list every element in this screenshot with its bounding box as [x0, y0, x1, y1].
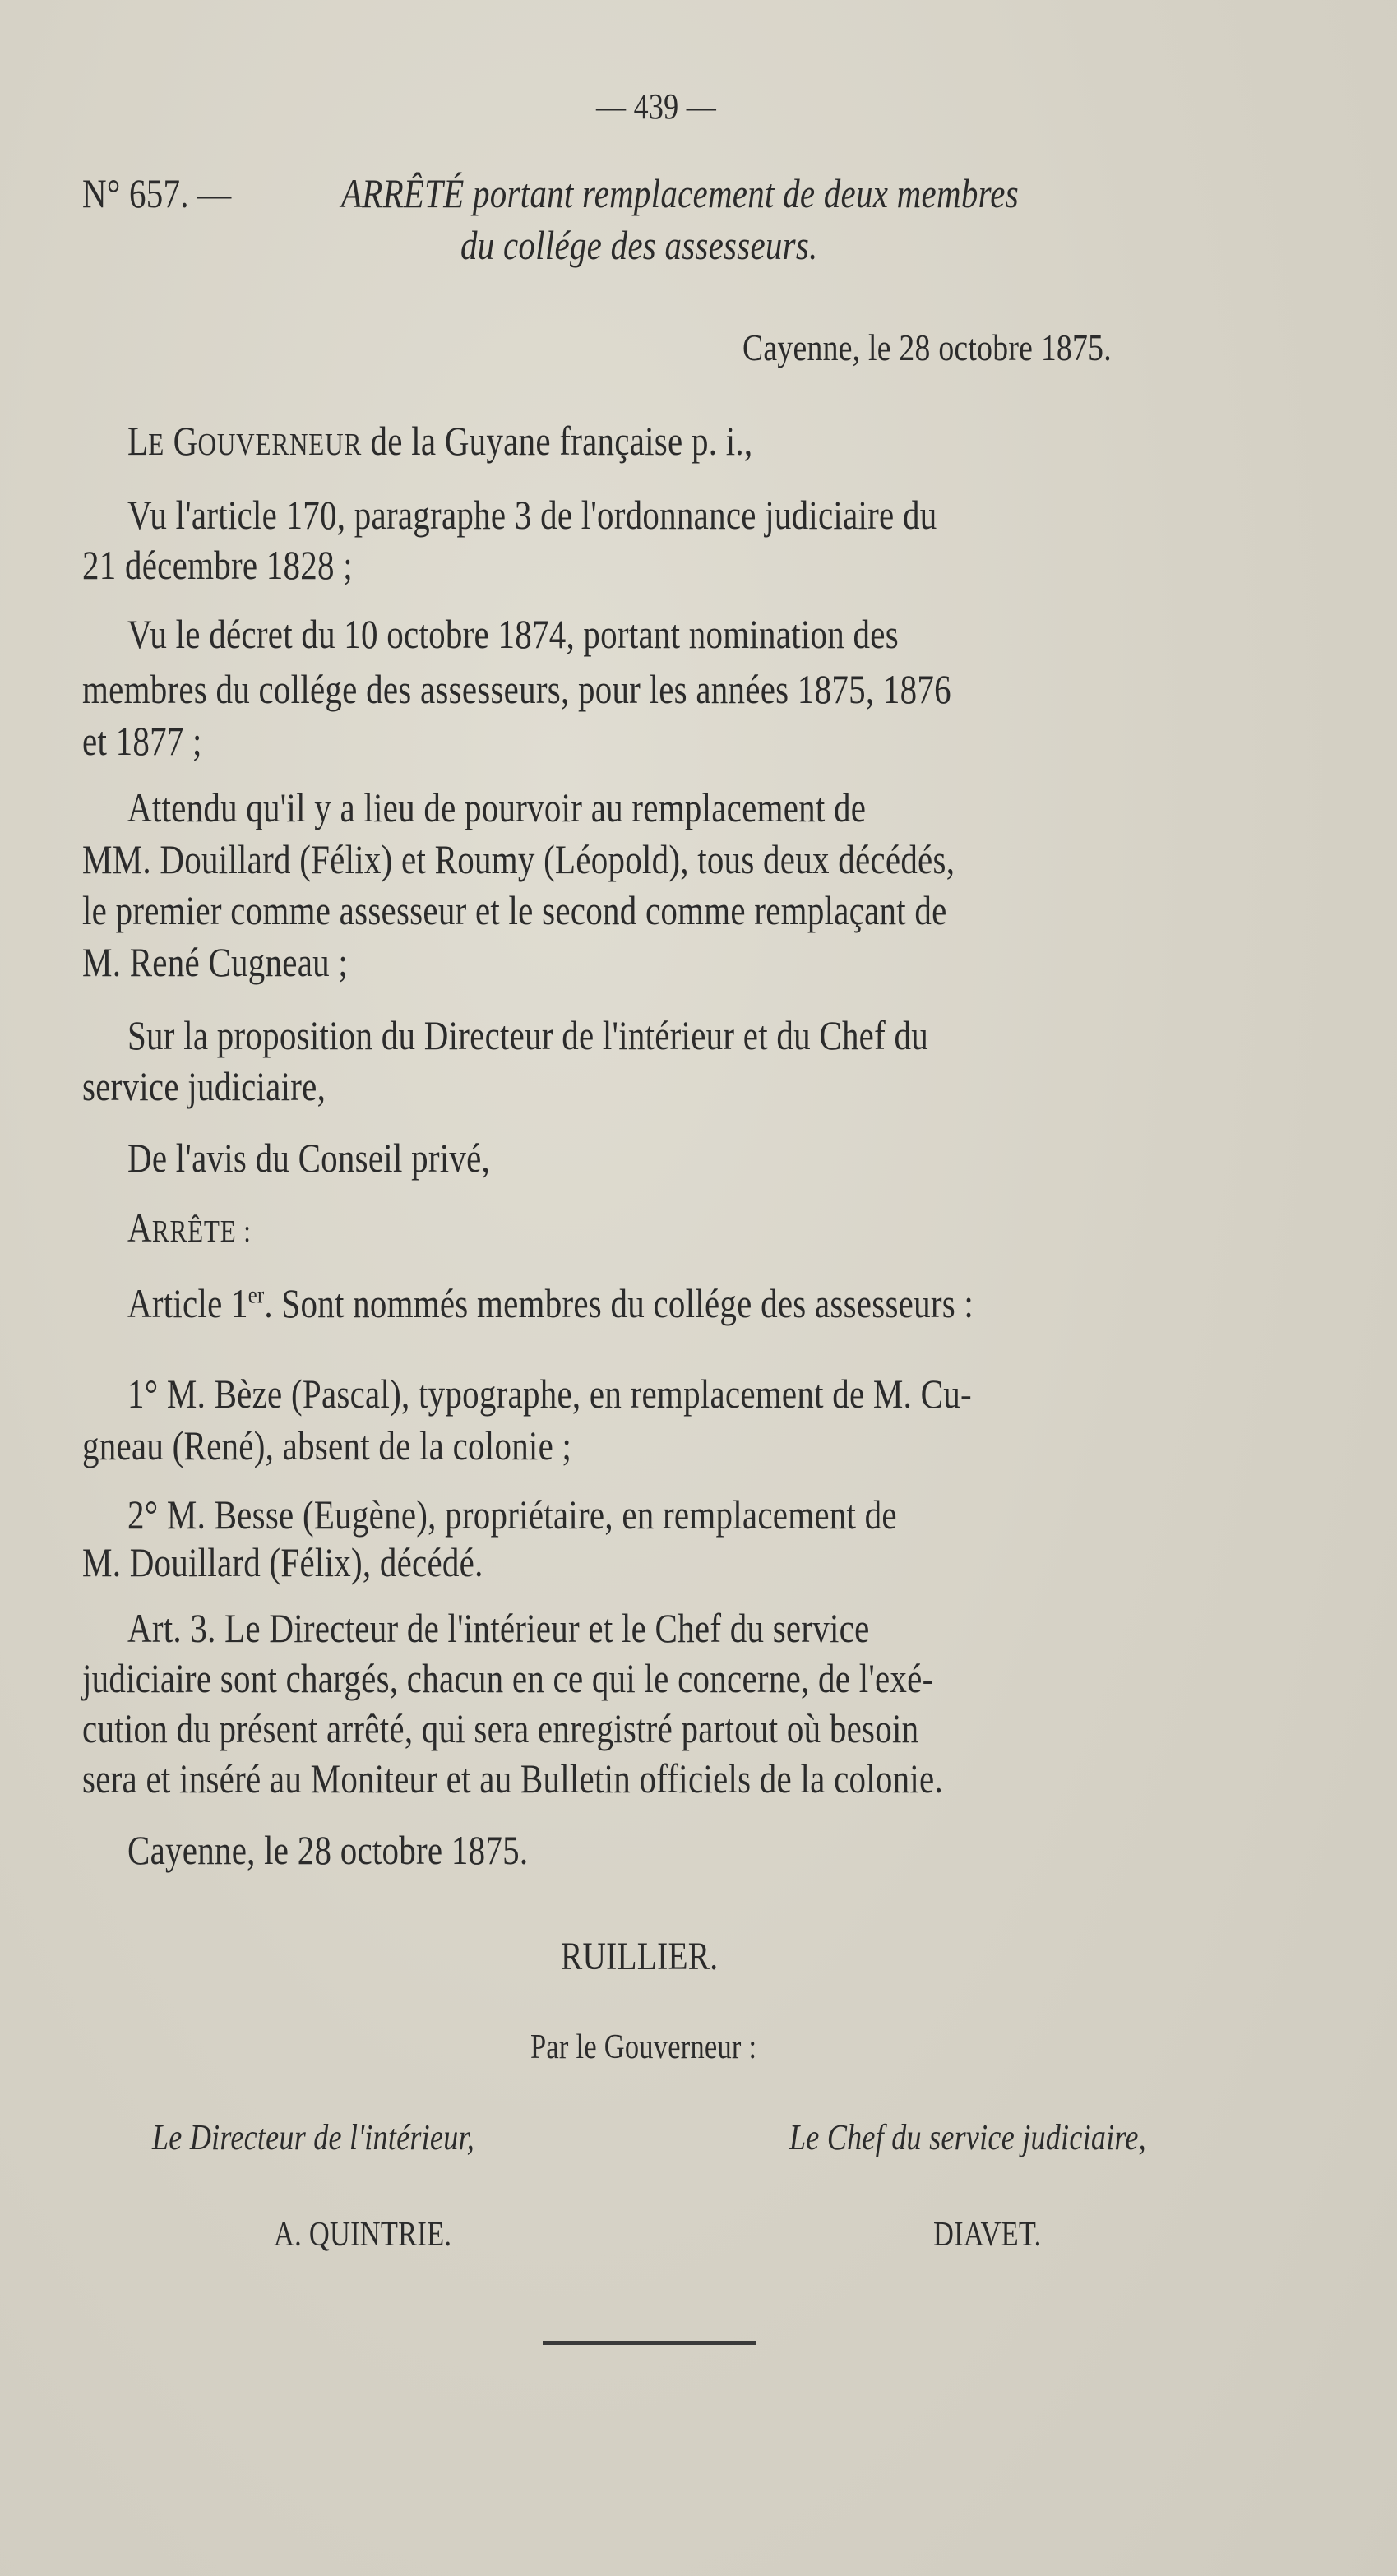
vu-article-line-2: 21 décembre 1828 ; — [82, 542, 353, 588]
vu-article-line-1: Vu l'article 170, paragraphe 3 de l'ordonnance judiciaire du — [127, 492, 937, 538]
proposition-line-1: Sur la proposition du Directeur de l'intérieur et du Chef du — [127, 1012, 929, 1058]
article-3-line-4: sera et inséré au Moniteur et au Bulletin officiels de la colonie. — [82, 1755, 943, 1801]
par-le-gouverneur: Par le Gouverneur : — [530, 2028, 757, 2066]
point-2-line-1: 2° M. Besse (Eugène), propriétaire, en remplacement de — [127, 1491, 897, 1538]
small-caps-G: G — [173, 418, 198, 464]
avis-line: De l'avis du Conseil privé, — [127, 1135, 491, 1181]
right-signatory-name: DIAVET. — [933, 2216, 1042, 2254]
vu-decret-line-1: Vu le décret du 10 octobre 1874, portant nomination des — [127, 611, 899, 657]
proposition-line-2: service judiciaire, — [82, 1063, 326, 1109]
attendu-line-2: MM. Douillard (Félix) et Roumy (Léopold), tous deux décédés, — [82, 836, 955, 882]
article-1-sup: er — [247, 1281, 265, 1309]
dateline: Cayenne, le 28 octobre 1875. — [742, 326, 1112, 368]
small-caps-L: L — [127, 418, 149, 464]
small-caps-rrete: RRÊTE : — [151, 1214, 252, 1249]
article-3-line-2: judiciaire sont chargés, chacun en ce qui le concerne, de l'exé- — [82, 1655, 934, 1701]
governor-signature: RUILLIER. — [561, 1935, 719, 1978]
left-signatory-title: Le Directeur de l'intérieur, — [152, 2117, 475, 2157]
point-1-line-1: 1° M. Bèze (Pascal), typographe, en remplacement de M. Cu- — [127, 1371, 972, 1417]
point-2-line-2: M. Douillard (Félix), décédé. — [82, 1539, 483, 1585]
attendu-line-4: M. René Cugneau ; — [82, 939, 349, 985]
gouverneur-rest: de la Guyane française p. i., — [370, 418, 753, 464]
left-signatory-name: A. QUINTRIE. — [274, 2216, 452, 2254]
attendu-line-1: Attendu qu'il y a lieu de pourvoir au remplacement de — [127, 784, 867, 830]
right-signatory-title: Le Chef du service judiciaire, — [789, 2117, 1146, 2157]
point-1-line-2: gneau (René), absent de la colonie ; — [82, 1422, 572, 1468]
page-number: — 439 — — [596, 86, 717, 127]
decree-title-line-2: du collége des assesseurs. — [460, 222, 818, 268]
end-rule — [543, 2341, 756, 2345]
vu-decret-line-3: et 1877 ; — [82, 718, 202, 764]
decree-title-line-1: ARRÊTÉ portant remplacement de deux membres — [341, 170, 1019, 216]
article-3-line-1: Art. 3. Le Directeur de l'intérieur et le Chef du service — [127, 1605, 870, 1651]
gouverneur-line — [127, 416, 752, 469]
closing-date: Cayenne, le 28 octobre 1875. — [127, 1827, 529, 1873]
attendu-line-3: le premier comme assesseur et le second comme remplaçant de — [82, 887, 947, 933]
small-caps-e: E — [148, 428, 165, 462]
decree-number: N° 657. — — [82, 170, 232, 216]
vu-decret-line-2: membres du collége des assesseurs, pour les années 1875, 1876 — [82, 666, 951, 712]
small-caps-ouverneur: OUVERNEUR — [197, 428, 363, 462]
article-1-post: . Sont nommés membres du collége des assesseurs : — [264, 1280, 974, 1326]
article-3-line-3: cution du présent arrêté, qui sera enregistré partout où besoin — [82, 1705, 919, 1751]
article-1-pre: Article 1 — [127, 1280, 248, 1326]
article-1-line — [127, 1279, 974, 1328]
arrete-line — [127, 1203, 252, 1256]
small-caps-A: A — [127, 1205, 152, 1251]
